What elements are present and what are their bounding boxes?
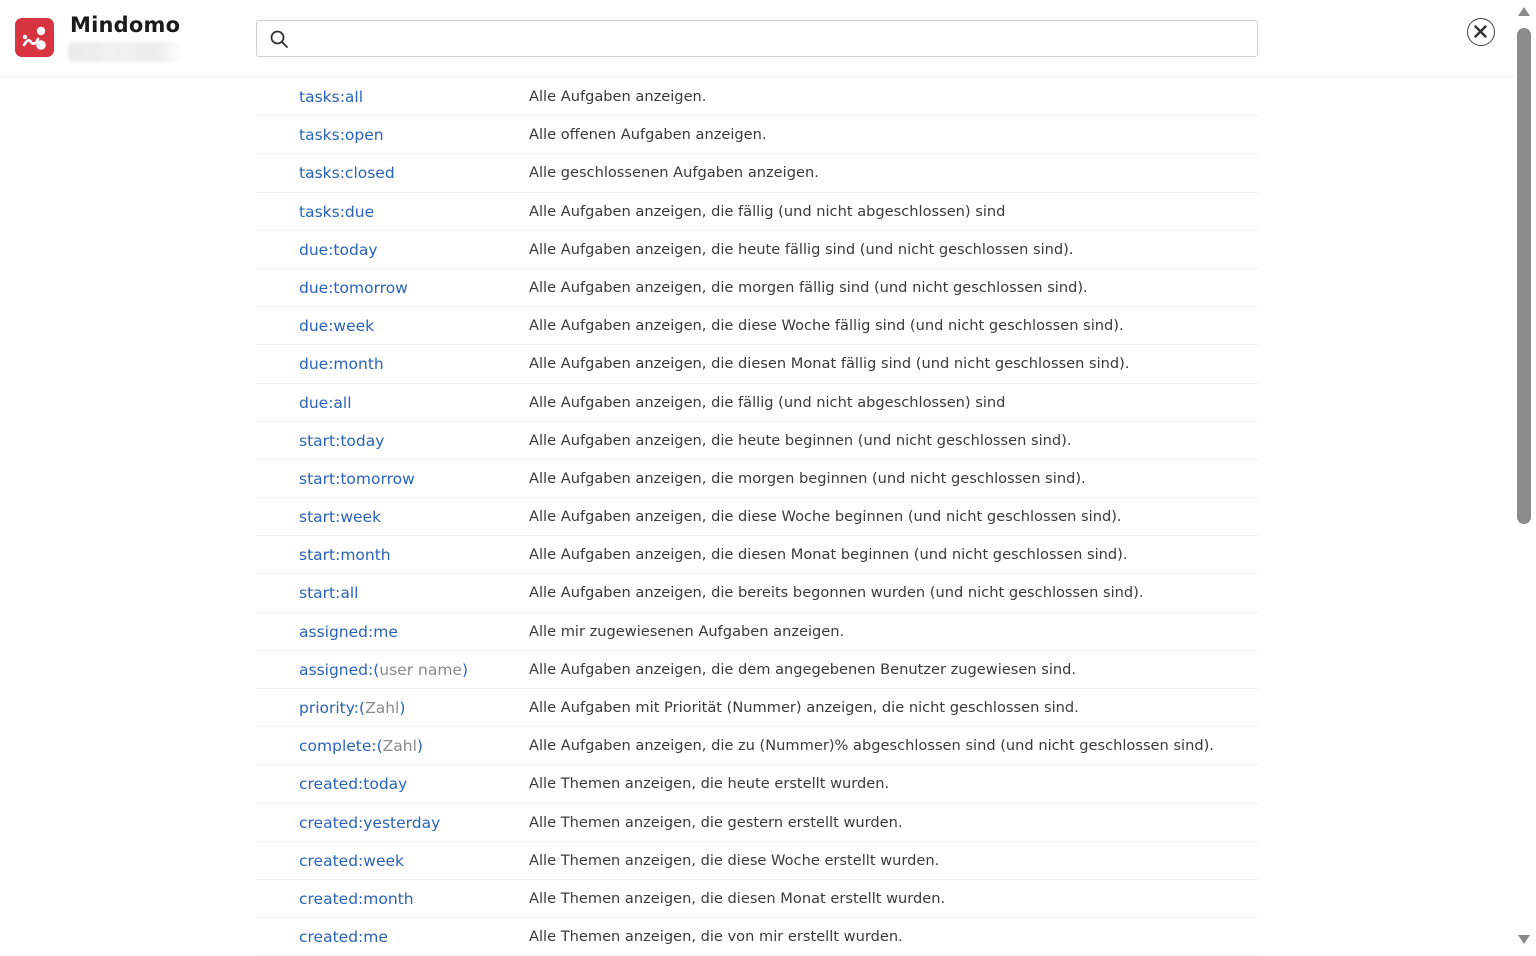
command-row[interactable] [256, 422, 1258, 460]
command-keyword: created:me [299, 928, 388, 947]
command-keyword: created:month [299, 889, 414, 908]
command-name[interactable] [299, 78, 363, 116]
command-row[interactable] [256, 193, 1258, 231]
command-name[interactable] [299, 536, 391, 574]
command-row[interactable] [256, 727, 1258, 765]
app-name: Mindomo [70, 13, 181, 37]
scroll-up-arrow-icon[interactable] [1518, 7, 1530, 16]
command-name[interactable] [299, 460, 415, 498]
command-name[interactable] [299, 574, 358, 612]
command-keyword: priority:( [299, 699, 366, 717]
command-name[interactable] [299, 269, 408, 307]
command-row[interactable] [256, 307, 1258, 345]
command-description: Alle Aufgaben anzeigen, die heute beginnen (und nicht geschlossen sind). [529, 431, 1072, 449]
command-row[interactable] [256, 804, 1258, 842]
command-name[interactable] [299, 154, 395, 192]
search-input[interactable] [297, 21, 1251, 58]
command-name[interactable] [299, 307, 374, 345]
command-keyword: created:today [299, 775, 408, 794]
command-name[interactable] [299, 116, 384, 154]
command-suffix: ) [461, 660, 469, 679]
command-description: Alle Aufgaben anzeigen, die diesen Monat fällig sind (und nicht geschlossen sind). [529, 355, 1130, 373]
scroll-down-arrow-icon[interactable] [1518, 935, 1530, 944]
command-description: Alle mir zugewiesenen Aufgaben anzeigen. [529, 622, 845, 640]
command-name[interactable] [299, 842, 404, 880]
command-row[interactable] [256, 536, 1258, 574]
command-description: Alle Themen anzeigen, die diesen Monat erstellt wurden. [529, 889, 946, 907]
command-row[interactable] [256, 231, 1258, 269]
command-keyword: start:month [299, 546, 391, 565]
command-row[interactable] [256, 765, 1258, 803]
command-row[interactable] [256, 651, 1258, 689]
header [0, 0, 1514, 77]
command-description: Alle Themen anzeigen, die gestern erstellt wurden. [529, 813, 903, 831]
command-row[interactable] [256, 842, 1258, 880]
command-keyword: start:week [299, 508, 382, 527]
search-box[interactable] [256, 20, 1258, 57]
command-keyword: created:yesterday [299, 813, 441, 832]
command-keyword: complete:( [299, 737, 383, 756]
command-row[interactable] [256, 574, 1258, 612]
command-row[interactable] [256, 384, 1258, 422]
command-description: Alle Aufgaben anzeigen, die diese Woche fällig sind (und nicht geschlossen sind). [529, 317, 1124, 335]
command-keyword: start:all [299, 584, 359, 603]
command-row[interactable] [256, 116, 1258, 154]
command-name[interactable] [299, 918, 388, 956]
command-description: Alle Aufgaben anzeigen, die fällig (und nicht abgeschlossen) sind [529, 393, 1006, 411]
command-row[interactable] [256, 498, 1258, 536]
command-name[interactable] [299, 727, 423, 765]
close-button[interactable] [1467, 18, 1495, 46]
command-description: Alle Aufgaben anzeigen, die diese Woche beginnen (und nicht geschlossen sind). [529, 508, 1122, 526]
command-description: Alle Themen anzeigen, die heute erstellt wurden. [529, 775, 890, 793]
command-keyword: due:tomorrow [299, 278, 408, 297]
command-keyword: due:all [299, 393, 352, 412]
close-icon [1474, 25, 1487, 38]
command-description: Alle Themen anzeigen, die diese Woche erstellt wurden. [529, 851, 940, 869]
command-parameter: user name [379, 660, 462, 679]
command-row[interactable] [256, 154, 1258, 192]
command-name[interactable] [299, 193, 374, 231]
command-description: Alle Themen anzeigen, die von mir erstellt wurden. [529, 928, 903, 946]
command-name[interactable] [299, 765, 407, 803]
command-description: Alle Aufgaben anzeigen, die heute fällig sind (und nicht geschlossen sind). [529, 240, 1074, 258]
command-description: Alle geschlossenen Aufgaben anzeigen. [529, 164, 819, 182]
command-row[interactable] [256, 918, 1258, 956]
command-keyword: due:month [299, 355, 384, 374]
command-description: Alle offenen Aufgaben anzeigen. [529, 126, 767, 144]
command-name[interactable] [299, 498, 381, 536]
command-name[interactable] [299, 804, 440, 842]
command-description: Alle Aufgaben anzeigen, die dem angegebenen Benutzer zugewiesen sind. [529, 660, 1077, 678]
command-name[interactable] [299, 651, 468, 689]
command-description: Alle Aufgaben anzeigen, die fällig (und nicht abgeschlossen) sind [529, 202, 1006, 220]
mindomo-logo-icon[interactable] [15, 18, 54, 57]
command-keyword: assigned:me [299, 622, 398, 641]
command-keyword: due:today [299, 240, 378, 259]
command-suffix: ) [416, 737, 423, 756]
command-name[interactable] [299, 613, 398, 651]
command-keyword: tasks:closed [299, 164, 395, 183]
command-parameter: Zahl [365, 699, 400, 717]
command-keyword: tasks:due [299, 202, 375, 221]
command-parameter: Zahl [382, 737, 417, 756]
command-description: Alle Aufgaben anzeigen, die zu (Nummer)% abgeschlossen sind (und nicht geschlossen sind). [529, 737, 1214, 755]
command-description: Alle Aufgaben anzeigen, die bereits begonnen wurden (und nicht geschlossen sind). [529, 584, 1144, 602]
command-row[interactable] [256, 880, 1258, 918]
command-keyword: assigned:( [299, 660, 380, 679]
command-keyword: created:week [299, 851, 404, 870]
command-description: Alle Aufgaben anzeigen, die morgen beginnen (und nicht geschlossen sind). [529, 469, 1086, 487]
command-name[interactable] [299, 345, 384, 383]
command-suffix: ) [399, 699, 406, 717]
command-description: Alle Aufgaben mit Priorität (Nummer) anzeigen, die nicht geschlossen sind. [529, 699, 1079, 716]
account-label-blurred [68, 42, 184, 62]
command-keyword: due:week [299, 317, 375, 336]
command-row[interactable] [256, 269, 1258, 307]
command-name[interactable] [299, 880, 414, 918]
command-keyword: tasks:all [299, 88, 364, 106]
command-row[interactable] [256, 689, 1258, 727]
command-name[interactable] [299, 422, 384, 460]
command-description: Alle Aufgaben anzeigen. [529, 88, 707, 105]
command-row[interactable] [256, 78, 1258, 116]
command-name[interactable] [299, 689, 405, 727]
command-description: Alle Aufgaben anzeigen, die diesen Monat beginnen (und nicht geschlossen sind). [529, 546, 1128, 564]
command-name[interactable] [299, 384, 352, 422]
command-row[interactable] [256, 345, 1258, 383]
scrollbar-thumb[interactable] [1517, 28, 1531, 524]
command-keyword: start:today [299, 431, 385, 450]
command-description: Alle Aufgaben anzeigen, die morgen fällig sind (und nicht geschlossen sind). [529, 278, 1088, 296]
search-icon [269, 29, 289, 49]
command-row[interactable] [256, 460, 1258, 498]
command-keyword: start:tomorrow [299, 469, 415, 488]
search-commands-list [256, 78, 1258, 956]
command-row[interactable] [256, 613, 1258, 651]
command-name[interactable] [299, 231, 378, 269]
command-keyword: tasks:open [299, 126, 384, 145]
